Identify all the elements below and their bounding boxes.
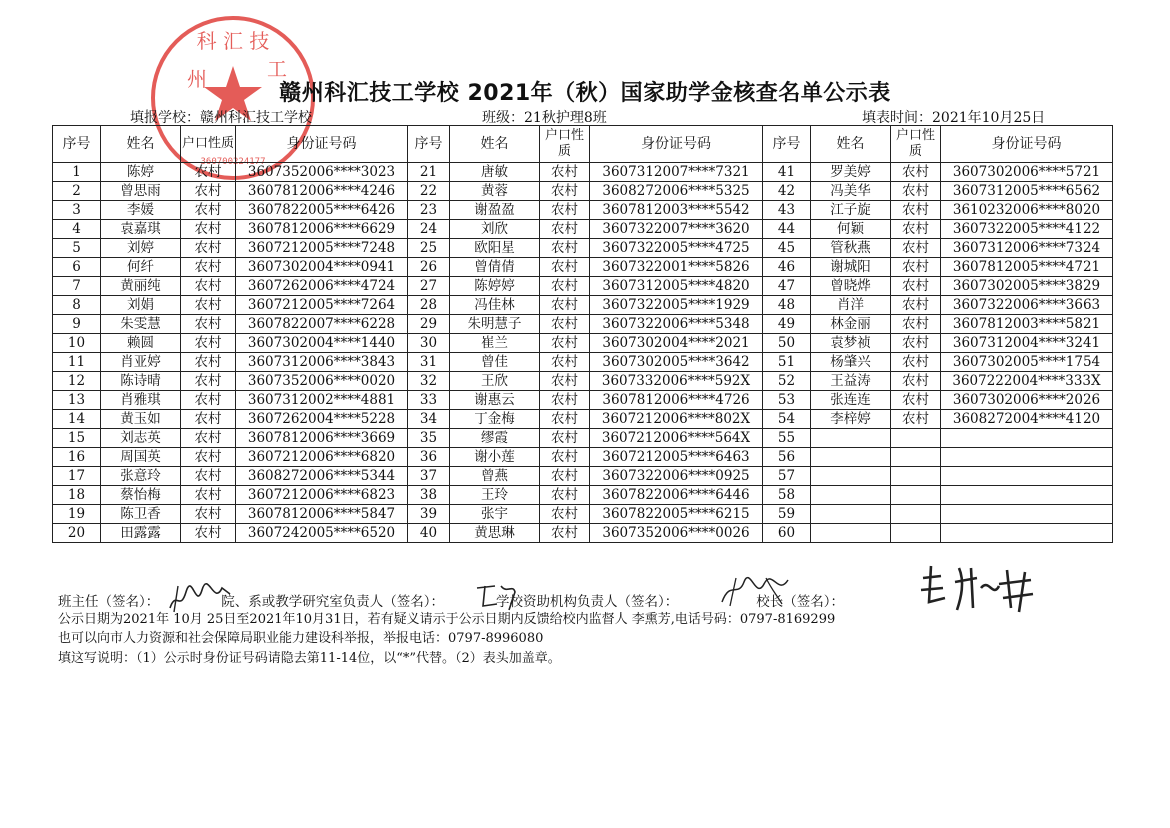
cell-name: 崔兰 — [450, 334, 540, 353]
cell-household-type — [891, 448, 941, 467]
principal-sign-label: 校长（签名）： — [756, 594, 844, 610]
cell-id-number — [941, 505, 1113, 524]
cell-name: 曾佳 — [450, 353, 540, 372]
cell-id-number: 3607352006****0020 — [236, 372, 408, 391]
table-row — [53, 524, 1113, 543]
cell-household-type: 农村 — [181, 353, 236, 372]
cell-no: 4 — [53, 220, 101, 239]
cell-no: 29 — [408, 315, 450, 334]
class-label: 班级：21秋护理8班 — [482, 110, 607, 126]
cell-name: 刘婷 — [101, 239, 181, 258]
principal-signature — [915, 558, 1041, 620]
cell-id-number: 3607262004****5228 — [236, 410, 408, 429]
cell-name: 李梓婷 — [811, 410, 891, 429]
svg-text:州: 州 — [187, 67, 207, 91]
cell-name: 黄思琳 — [450, 524, 540, 543]
cell-no: 40 — [408, 524, 450, 543]
cell-name: 刘欣 — [450, 220, 540, 239]
cell-household-type: 农村 — [181, 277, 236, 296]
cell-no: 28 — [408, 296, 450, 315]
cell-no: 16 — [53, 448, 101, 467]
cell-name: 刘娟 — [101, 296, 181, 315]
cell-household-type: 农村 — [540, 353, 590, 372]
cell-no: 9 — [53, 315, 101, 334]
cell-household-type: 农村 — [891, 163, 941, 182]
header-household-type: 户口性质 — [891, 126, 941, 163]
table-row — [53, 467, 1113, 486]
cell-id-number: 3607212006****6823 — [236, 486, 408, 505]
cell-household-type: 农村 — [540, 429, 590, 448]
cell-id-number: 3607812006****4246 — [236, 182, 408, 201]
cell-household-type: 农村 — [540, 239, 590, 258]
cell-household-type — [891, 505, 941, 524]
cell-household-type: 农村 — [891, 201, 941, 220]
cell-name: 缪霞 — [450, 429, 540, 448]
table-row — [53, 258, 1113, 277]
cell-household-type: 农村 — [181, 296, 236, 315]
publicity-period-text: 公示日期为2021年 10月 25日至2021年10月31日，若有疑义请示于公示日期内反馈给校内监督人 李熏芳,电话号码：0797-8169299 — [58, 612, 836, 627]
cell-id-number: 3607312005****6562 — [941, 182, 1113, 201]
cell-name: 罗美婷 — [811, 163, 891, 182]
cell-household-type — [891, 524, 941, 543]
table-row — [53, 486, 1113, 505]
header-household-type: 户口性质 — [540, 126, 590, 163]
cell-name: 冯佳林 — [450, 296, 540, 315]
cell-no: 11 — [53, 353, 101, 372]
cell-household-type: 农村 — [540, 467, 590, 486]
cell-household-type: 农村 — [891, 353, 941, 372]
aid-office-sign-label: 学校资助机构负责人（签名）： — [496, 594, 679, 610]
cell-no: 53 — [763, 391, 811, 410]
cell-id-number — [941, 486, 1113, 505]
cell-name: 曾倩倩 — [450, 258, 540, 277]
table-row — [53, 353, 1113, 372]
cell-name: 黄蓉 — [450, 182, 540, 201]
cell-id-number: 3607212005****7248 — [236, 239, 408, 258]
cell-household-type: 农村 — [181, 505, 236, 524]
header-id-number: 身份证号码 — [941, 126, 1113, 163]
cell-name: 袁梦祯 — [811, 334, 891, 353]
cell-id-number — [941, 429, 1113, 448]
cell-household-type: 农村 — [540, 163, 590, 182]
cell-no: 36 — [408, 448, 450, 467]
cell-id-number: 3607302004****2021 — [590, 334, 763, 353]
table-row — [53, 163, 1113, 182]
header-name: 姓名 — [101, 126, 181, 163]
cell-id-number: 3607312005****4820 — [590, 277, 763, 296]
table-row — [53, 239, 1113, 258]
table-row — [53, 505, 1113, 524]
cell-household-type: 农村 — [181, 467, 236, 486]
cell-name: 林金丽 — [811, 315, 891, 334]
cell-household-type: 农村 — [891, 391, 941, 410]
table-row — [53, 334, 1113, 353]
cell-name: 谢小莲 — [450, 448, 540, 467]
table-row — [53, 391, 1113, 410]
cell-household-type: 农村 — [540, 258, 590, 277]
cell-id-number: 3607312004****3241 — [941, 334, 1113, 353]
cell-id-number — [941, 524, 1113, 543]
cell-no: 2 — [53, 182, 101, 201]
cell-household-type: 农村 — [891, 410, 941, 429]
cell-no: 45 — [763, 239, 811, 258]
cell-no: 6 — [53, 258, 101, 277]
cell-no: 54 — [763, 410, 811, 429]
cell-id-number: 3607812006****5847 — [236, 505, 408, 524]
cell-no: 55 — [763, 429, 811, 448]
cell-household-type: 农村 — [540, 296, 590, 315]
teacher-sign-label: 班主任（签名）： — [58, 594, 160, 610]
cell-name: 朱明慧子 — [450, 315, 540, 334]
cell-name: 肖亚婷 — [101, 353, 181, 372]
cell-id-number: 3607812003****5542 — [590, 201, 763, 220]
cell-no: 58 — [763, 486, 811, 505]
cell-no: 30 — [408, 334, 450, 353]
cell-no: 10 — [53, 334, 101, 353]
cell-no: 24 — [408, 220, 450, 239]
cell-no: 51 — [763, 353, 811, 372]
cell-no: 39 — [408, 505, 450, 524]
cell-id-number: 3607302005****3642 — [590, 353, 763, 372]
cell-name: 赖圆 — [101, 334, 181, 353]
report-hotline-text: 也可以向市人力资源和社会保障局职业能力建设科举报，举报电话：0797-8996080 — [58, 631, 544, 646]
cell-household-type: 农村 — [540, 448, 590, 467]
cell-id-number: 3607322007****3620 — [590, 220, 763, 239]
cell-id-number: 3607812005****4721 — [941, 258, 1113, 277]
cell-id-number: 3607212005****6463 — [590, 448, 763, 467]
cell-household-type: 农村 — [540, 524, 590, 543]
cell-no: 57 — [763, 467, 811, 486]
cell-no: 44 — [763, 220, 811, 239]
cell-name: 张宇 — [450, 505, 540, 524]
page-title: 赣州科汇技工学校 2021年（秋）国家助学金核查名单公示表 — [279, 81, 891, 106]
student-roster-table — [52, 125, 1113, 543]
cell-name: 陈诗晴 — [101, 372, 181, 391]
cell-no: 49 — [763, 315, 811, 334]
cell-no: 13 — [53, 391, 101, 410]
cell-household-type: 农村 — [181, 182, 236, 201]
cell-id-number: 3607352006****0026 — [590, 524, 763, 543]
cell-id-number: 3607302005****1754 — [941, 353, 1113, 372]
table-row — [53, 372, 1113, 391]
cell-no: 27 — [408, 277, 450, 296]
cell-no: 37 — [408, 467, 450, 486]
cell-household-type: 农村 — [891, 239, 941, 258]
cell-id-number: 3607302004****1440 — [236, 334, 408, 353]
cell-no: 18 — [53, 486, 101, 505]
cell-household-type: 农村 — [891, 315, 941, 334]
cell-no: 42 — [763, 182, 811, 201]
cell-name: 肖雅琪 — [101, 391, 181, 410]
cell-household-type: 农村 — [891, 296, 941, 315]
cell-name: 何颖 — [811, 220, 891, 239]
cell-no: 15 — [53, 429, 101, 448]
aid-office-signature — [716, 574, 796, 608]
table-row — [53, 201, 1113, 220]
cell-name: 何纤 — [101, 258, 181, 277]
cell-no: 20 — [53, 524, 101, 543]
cell-no: 48 — [763, 296, 811, 315]
fill-notes-text: 填这写说明：（1）公示时身份证号码请隐去第11-14位，以“*”代替。（2）表头加盖章。 — [58, 651, 561, 666]
cell-name — [811, 429, 891, 448]
cell-id-number: 3607212006****6820 — [236, 448, 408, 467]
cell-name: 刘志英 — [101, 429, 181, 448]
cell-id-number: 3607312006****7324 — [941, 239, 1113, 258]
cell-household-type: 农村 — [891, 334, 941, 353]
cell-name — [811, 486, 891, 505]
cell-name: 黄丽纯 — [101, 277, 181, 296]
cell-id-number: 3607812003****5821 — [941, 315, 1113, 334]
cell-household-type: 农村 — [181, 486, 236, 505]
header-household-type: 户口性质 — [181, 126, 236, 163]
cell-name: 唐敏 — [450, 163, 540, 182]
cell-name: 田露露 — [101, 524, 181, 543]
table-header-row — [53, 126, 1113, 163]
cell-name: 冯美华 — [811, 182, 891, 201]
cell-household-type: 农村 — [540, 334, 590, 353]
cell-id-number: 3607302004****0941 — [236, 258, 408, 277]
cell-id-number: 3607302005****3829 — [941, 277, 1113, 296]
cell-no: 35 — [408, 429, 450, 448]
cell-no: 60 — [763, 524, 811, 543]
cell-household-type: 农村 — [181, 258, 236, 277]
cell-household-type: 农村 — [540, 220, 590, 239]
cell-no: 26 — [408, 258, 450, 277]
cell-household-type: 农村 — [540, 372, 590, 391]
cell-no: 1 — [53, 163, 101, 182]
cell-name — [811, 524, 891, 543]
cell-household-type: 农村 — [181, 220, 236, 239]
cell-name: 周国英 — [101, 448, 181, 467]
cell-id-number: 3607322006****5348 — [590, 315, 763, 334]
cell-id-number: 3607312006****3843 — [236, 353, 408, 372]
cell-name: 王玲 — [450, 486, 540, 505]
cell-id-number: 3607822005****6426 — [236, 201, 408, 220]
cell-household-type: 农村 — [891, 182, 941, 201]
cell-no: 38 — [408, 486, 450, 505]
cell-no: 14 — [53, 410, 101, 429]
table-row — [53, 277, 1113, 296]
cell-id-number: 3607822006****6446 — [590, 486, 763, 505]
cell-id-number: 3608272006****5325 — [590, 182, 763, 201]
svg-text:工: 工 — [267, 57, 287, 81]
cell-household-type: 农村 — [181, 315, 236, 334]
cell-id-number: 3607332006****592X — [590, 372, 763, 391]
cell-name: 杨肇兴 — [811, 353, 891, 372]
cell-no: 19 — [53, 505, 101, 524]
cell-no: 41 — [763, 163, 811, 182]
cell-id-number: 3607222004****333X — [941, 372, 1113, 391]
cell-no: 59 — [763, 505, 811, 524]
cell-household-type: 农村 — [181, 372, 236, 391]
cell-id-number: 3607212006****564X — [590, 429, 763, 448]
header-no: 序号 — [408, 126, 450, 163]
cell-id-number — [941, 467, 1113, 486]
cell-no: 25 — [408, 239, 450, 258]
cell-household-type: 农村 — [181, 410, 236, 429]
cell-name: 谢盈盈 — [450, 201, 540, 220]
header-name: 姓名 — [811, 126, 891, 163]
cell-no: 33 — [408, 391, 450, 410]
cell-household-type: 农村 — [540, 182, 590, 201]
cell-household-type: 农村 — [540, 277, 590, 296]
cell-name: 曾燕 — [450, 467, 540, 486]
cell-household-type: 农村 — [540, 410, 590, 429]
cell-name: 管秋燕 — [811, 239, 891, 258]
cell-name: 陈婷 — [101, 163, 181, 182]
cell-household-type: 农村 — [181, 201, 236, 220]
cell-id-number: 3607302006****5721 — [941, 163, 1113, 182]
svg-text:360700224177: 360700224177 — [200, 157, 266, 167]
cell-name: 曾晓烨 — [811, 277, 891, 296]
cell-id-number: 3607322006****0925 — [590, 467, 763, 486]
cell-household-type — [891, 429, 941, 448]
cell-no: 17 — [53, 467, 101, 486]
svg-text:科 汇 技: 科 汇 技 — [196, 29, 270, 53]
cell-id-number: 3607312002****4881 — [236, 391, 408, 410]
table-row — [53, 296, 1113, 315]
cell-name: 陈婷婷 — [450, 277, 540, 296]
cell-id-number: 3608272006****5344 — [236, 467, 408, 486]
cell-household-type: 农村 — [181, 524, 236, 543]
cell-name: 江子旋 — [811, 201, 891, 220]
department-sign-label: 院、系或教学研究室负责人（签名）： — [221, 594, 444, 610]
table-row — [53, 448, 1113, 467]
cell-no: 32 — [408, 372, 450, 391]
header-no: 序号 — [763, 126, 811, 163]
cell-no: 8 — [53, 296, 101, 315]
cell-household-type: 农村 — [181, 448, 236, 467]
cell-id-number — [941, 448, 1113, 467]
cell-household-type: 农村 — [891, 258, 941, 277]
cell-household-type: 农村 — [540, 315, 590, 334]
table-row — [53, 220, 1113, 239]
cell-name: 肖洋 — [811, 296, 891, 315]
header-id-number: 身份证号码 — [590, 126, 763, 163]
cell-name: 朱雯慧 — [101, 315, 181, 334]
cell-household-type: 农村 — [540, 201, 590, 220]
cell-household-type: 农村 — [181, 391, 236, 410]
cell-no: 47 — [763, 277, 811, 296]
cell-no: 34 — [408, 410, 450, 429]
cell-id-number: 3607812006****6629 — [236, 220, 408, 239]
cell-household-type: 农村 — [540, 391, 590, 410]
cell-name: 张连连 — [811, 391, 891, 410]
cell-name: 丁金梅 — [450, 410, 540, 429]
cell-no: 31 — [408, 353, 450, 372]
cell-no: 50 — [763, 334, 811, 353]
cell-household-type: 农村 — [181, 429, 236, 448]
cell-name — [811, 467, 891, 486]
cell-no: 22 — [408, 182, 450, 201]
cell-name — [811, 505, 891, 524]
cell-no: 12 — [53, 372, 101, 391]
cell-name: 谢城阳 — [811, 258, 891, 277]
cell-name: 蔡怡梅 — [101, 486, 181, 505]
cell-id-number: 3607822005****6215 — [590, 505, 763, 524]
cell-household-type: 农村 — [891, 277, 941, 296]
cell-name — [811, 448, 891, 467]
cell-name: 李媛 — [101, 201, 181, 220]
cell-name: 张意玲 — [101, 467, 181, 486]
header-id-number: 身份证号码 — [236, 126, 408, 163]
cell-id-number: 3607322005****4122 — [941, 220, 1113, 239]
table-row — [53, 410, 1113, 429]
cell-id-number: 3607822007****6228 — [236, 315, 408, 334]
cell-household-type: 农村 — [181, 334, 236, 353]
cell-id-number: 3607212005****7264 — [236, 296, 408, 315]
cell-no: 5 — [53, 239, 101, 258]
cell-id-number: 3607322005****1929 — [590, 296, 763, 315]
table-row — [53, 315, 1113, 334]
cell-no: 23 — [408, 201, 450, 220]
cell-id-number: 3607262006****4724 — [236, 277, 408, 296]
cell-id-number: 3607302006****2026 — [941, 391, 1113, 410]
cell-id-number: 3607812006****4726 — [590, 391, 763, 410]
cell-household-type — [891, 486, 941, 505]
header-no: 序号 — [53, 126, 101, 163]
cell-name: 王欣 — [450, 372, 540, 391]
cell-id-number: 3607352006****3023 — [236, 163, 408, 182]
cell-household-type: 农村 — [181, 163, 236, 182]
cell-no: 46 — [763, 258, 811, 277]
school-label: 填报学校：赣州科汇技工学校 — [130, 110, 312, 126]
cell-household-type: 农村 — [891, 372, 941, 391]
cell-id-number: 3607812006****3669 — [236, 429, 408, 448]
cell-household-type: 农村 — [181, 239, 236, 258]
cell-no: 52 — [763, 372, 811, 391]
table-row — [53, 429, 1113, 448]
cell-id-number: 3608272004****4120 — [941, 410, 1113, 429]
cell-no: 21 — [408, 163, 450, 182]
cell-no: 43 — [763, 201, 811, 220]
cell-household-type: 农村 — [540, 505, 590, 524]
table-row — [53, 182, 1113, 201]
cell-id-number: 3607322001****5826 — [590, 258, 763, 277]
header-name: 姓名 — [450, 126, 540, 163]
cell-id-number: 3607212006****802X — [590, 410, 763, 429]
cell-household-type — [891, 467, 941, 486]
fill-date-label: 填表时间：2021年10月25日 — [862, 110, 1046, 126]
cell-name: 黄玉如 — [101, 410, 181, 429]
cell-name: 袁嘉琪 — [101, 220, 181, 239]
cell-name: 谢惠云 — [450, 391, 540, 410]
cell-name: 王益涛 — [811, 372, 891, 391]
cell-name: 陈卫香 — [101, 505, 181, 524]
cell-id-number: 3607312007****7321 — [590, 163, 763, 182]
cell-no: 7 — [53, 277, 101, 296]
cell-id-number: 3607322005****4725 — [590, 239, 763, 258]
cell-name: 曾思雨 — [101, 182, 181, 201]
cell-household-type: 农村 — [540, 486, 590, 505]
cell-id-number: 3610232006****8020 — [941, 201, 1113, 220]
cell-household-type: 农村 — [891, 220, 941, 239]
cell-name: 欧阳星 — [450, 239, 540, 258]
cell-id-number: 3607322006****3663 — [941, 296, 1113, 315]
cell-no: 56 — [763, 448, 811, 467]
cell-id-number: 3607242005****6520 — [236, 524, 408, 543]
cell-no: 3 — [53, 201, 101, 220]
